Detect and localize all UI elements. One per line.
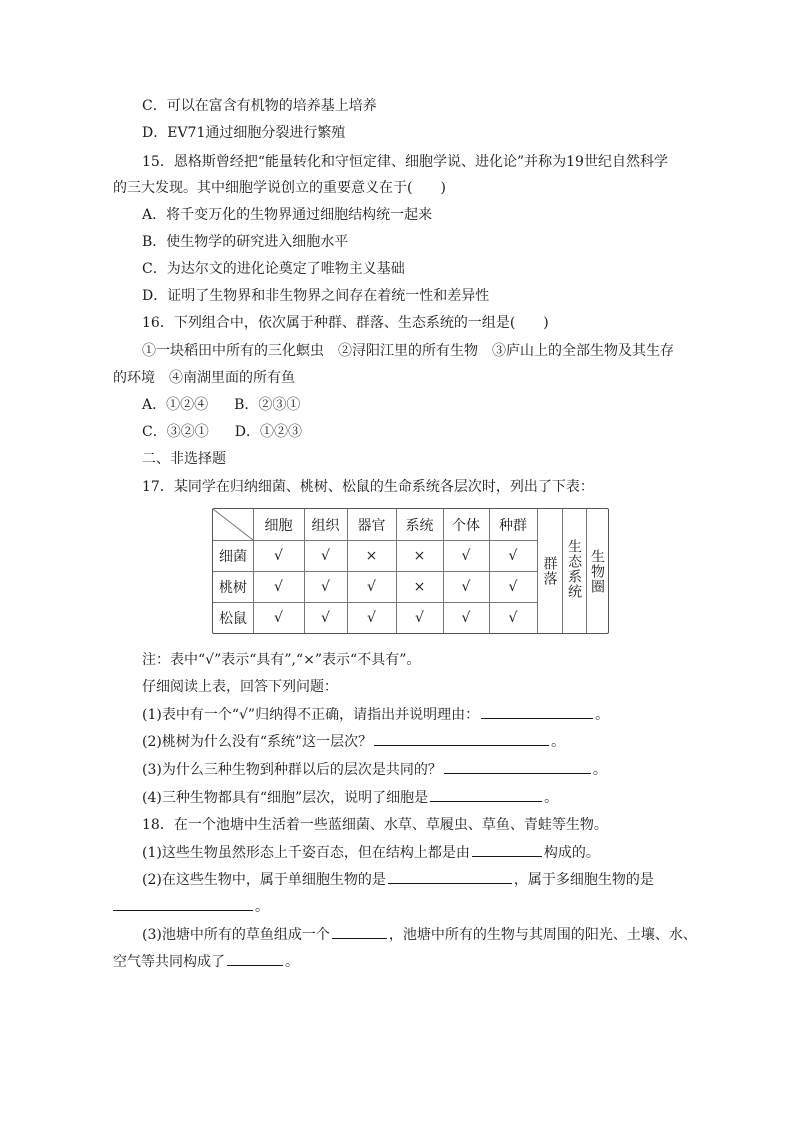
- table-cell: √: [415, 609, 424, 626]
- q18-part2-tail: ，属于多细胞生物的是: [513, 872, 654, 888]
- table-header-organ: 器官: [357, 517, 386, 534]
- q14-option-c: C．可以在富含有机物的培养基上培养: [142, 98, 377, 114]
- period: 。: [595, 707, 610, 723]
- table-cell: √: [274, 547, 283, 564]
- q17-part3-text: (3)为什么三种生物到种群以后的层次是共同的？: [142, 762, 442, 778]
- period: 。: [285, 954, 299, 970]
- table-cell: √: [461, 609, 471, 626]
- q17-stem: 17．某同学在归纳细菌、桃树、松鼠的生命系统各层次时，列出了下表：: [142, 479, 594, 495]
- q15-option-c: C．为达尔文的进化论奠定了唯物主义基础: [142, 261, 405, 277]
- q17-part2-text: (2)桃树为什么没有“系统”这一层次？: [142, 734, 373, 750]
- q18-part2-text: (2)在这些生物中，属于单细胞生物的是: [142, 872, 386, 888]
- q18-part2-continued: [113, 896, 269, 917]
- table-merged-community-label: 群落: [541, 556, 558, 586]
- table-cell: √: [274, 578, 283, 595]
- table-header-population: 种群: [499, 517, 527, 534]
- table-cell: √: [508, 547, 518, 564]
- table-header-cell: 细胞: [264, 517, 293, 534]
- table-cell: √: [461, 578, 471, 595]
- q18-part3-continued: [113, 951, 299, 972]
- q18-part3-middle: ，池塘中所有的生物与其周围的阳光、土壤、水、: [388, 927, 697, 943]
- table-merged-ecosystem-label: 生态系统: [566, 539, 582, 599]
- table-row-label-peach-tree: 桃树: [219, 579, 247, 596]
- period: 。: [544, 790, 559, 806]
- table-cell: √: [508, 609, 518, 626]
- q16-items-line1: ①一块稻田中所有的三化螟虫 ②浔阳江里的所有生物 ③庐山上的全部生物及其生存: [142, 343, 674, 359]
- q17-part4: [142, 787, 558, 808]
- answer-blank[interactable]: [472, 842, 542, 857]
- answer-blank[interactable]: [113, 896, 253, 911]
- table-cell: ×: [365, 547, 378, 564]
- answer-blank[interactable]: [227, 951, 283, 966]
- table-cell: √: [461, 547, 471, 564]
- period: 。: [551, 734, 566, 750]
- table-header-tissue: 组织: [311, 517, 340, 534]
- q16-option-d: D．①②③: [234, 424, 302, 440]
- table-cell: √: [508, 578, 518, 595]
- answer-blank[interactable]: [374, 731, 549, 746]
- table-cell: √: [367, 609, 376, 626]
- table-merged-ecosystem: [562, 509, 586, 633]
- table-cell: ×: [413, 547, 426, 564]
- table-cell: √: [321, 547, 330, 564]
- life-system-table: [212, 508, 609, 634]
- q18-part2: [142, 869, 654, 890]
- q15-stem-line1: 15．恩格斯曾经把“能量转化和守恒定律、细胞学说、进化论”并称为19世纪自然科学: [142, 154, 668, 170]
- answer-blank[interactable]: [481, 704, 593, 719]
- q18-part1-text: (1)这些生物虽然形态上千姿百态，但在结构上都是由: [142, 845, 470, 861]
- table-merged-community: [537, 509, 562, 633]
- q16-items-line2: 的环境 ④南湖里面的所有鱼: [113, 370, 295, 386]
- table-cell: ×: [413, 578, 426, 595]
- q18-part1-tail: 构成的。: [543, 845, 600, 861]
- answer-blank[interactable]: [388, 869, 512, 884]
- answer-blank[interactable]: [444, 759, 591, 774]
- table-cell: √: [321, 609, 330, 626]
- q16-option-a: A．①②④: [142, 397, 209, 413]
- read-instruction: 仔细阅读上表，回答下列问题：: [142, 679, 338, 695]
- table-row-label-squirrel: 松鼠: [219, 610, 247, 627]
- table-note: 注：表中“√”表示“具有”,“×”表示“不具有”。: [142, 652, 421, 668]
- q16-option-c: C．③②①: [142, 424, 209, 440]
- table-cell: √: [321, 578, 330, 595]
- period: 。: [255, 899, 269, 915]
- period: 。: [592, 762, 607, 778]
- q15-option-d: D．证明了生物界和非生物界之间存在着统一性和差异性: [142, 288, 490, 304]
- q18-part1: [142, 842, 600, 863]
- section-heading: 二、非选择题: [142, 451, 226, 467]
- table-merged-biosphere-label: 生物圈: [589, 549, 605, 594]
- table-header-individual: 个体: [452, 517, 480, 534]
- q16-options-ab: [142, 395, 300, 415]
- table-header-system: 系统: [405, 517, 434, 534]
- table-cell: √: [274, 609, 283, 626]
- table-corner-diagonal: [213, 509, 253, 540]
- q16-stem: 16．下列组合中，依次属于种群、群落、生态系统的一组是( ): [142, 315, 549, 331]
- table-merged-biosphere: [586, 509, 608, 633]
- q17-part4-text: (4)三种生物都具有“细胞”层次，说明了细胞是: [142, 790, 429, 806]
- q18-part3: [142, 924, 697, 945]
- q17-part1-text: (1)表中有一个“√”归纳得不正确，请指出并说明理由：: [142, 707, 480, 723]
- q15-option-a: A．将千变万化的生物界通过细胞结构统一起来: [142, 207, 433, 223]
- q16-options-cd: [142, 422, 302, 442]
- q18-part3-text: (3)池塘中所有的草鱼组成一个: [142, 927, 330, 943]
- q17-part1: [142, 704, 609, 725]
- q17-part3: [142, 759, 607, 780]
- answer-blank[interactable]: [430, 787, 542, 802]
- q16-option-b: B．②③①: [234, 397, 301, 413]
- table-row-label-bacteria: 细菌: [219, 548, 247, 565]
- q14-option-d: D．EV71通过细胞分裂进行繁殖: [142, 125, 346, 141]
- q15-stem-line2: 的三大发现。其中细胞学说创立的重要意义在于( ): [113, 180, 446, 196]
- answer-blank[interactable]: [332, 924, 387, 939]
- table-cell: √: [367, 578, 376, 595]
- q18-part3-tail: 空气等共同构成了: [113, 954, 225, 970]
- q18-stem: 18．在一个池塘中生活着一些蓝细菌、水草、草履虫、草鱼、青蛙等生物。: [142, 817, 608, 833]
- q15-option-b: B．使生物学的研究进入细胞水平: [142, 234, 349, 250]
- q17-part2: [142, 731, 565, 752]
